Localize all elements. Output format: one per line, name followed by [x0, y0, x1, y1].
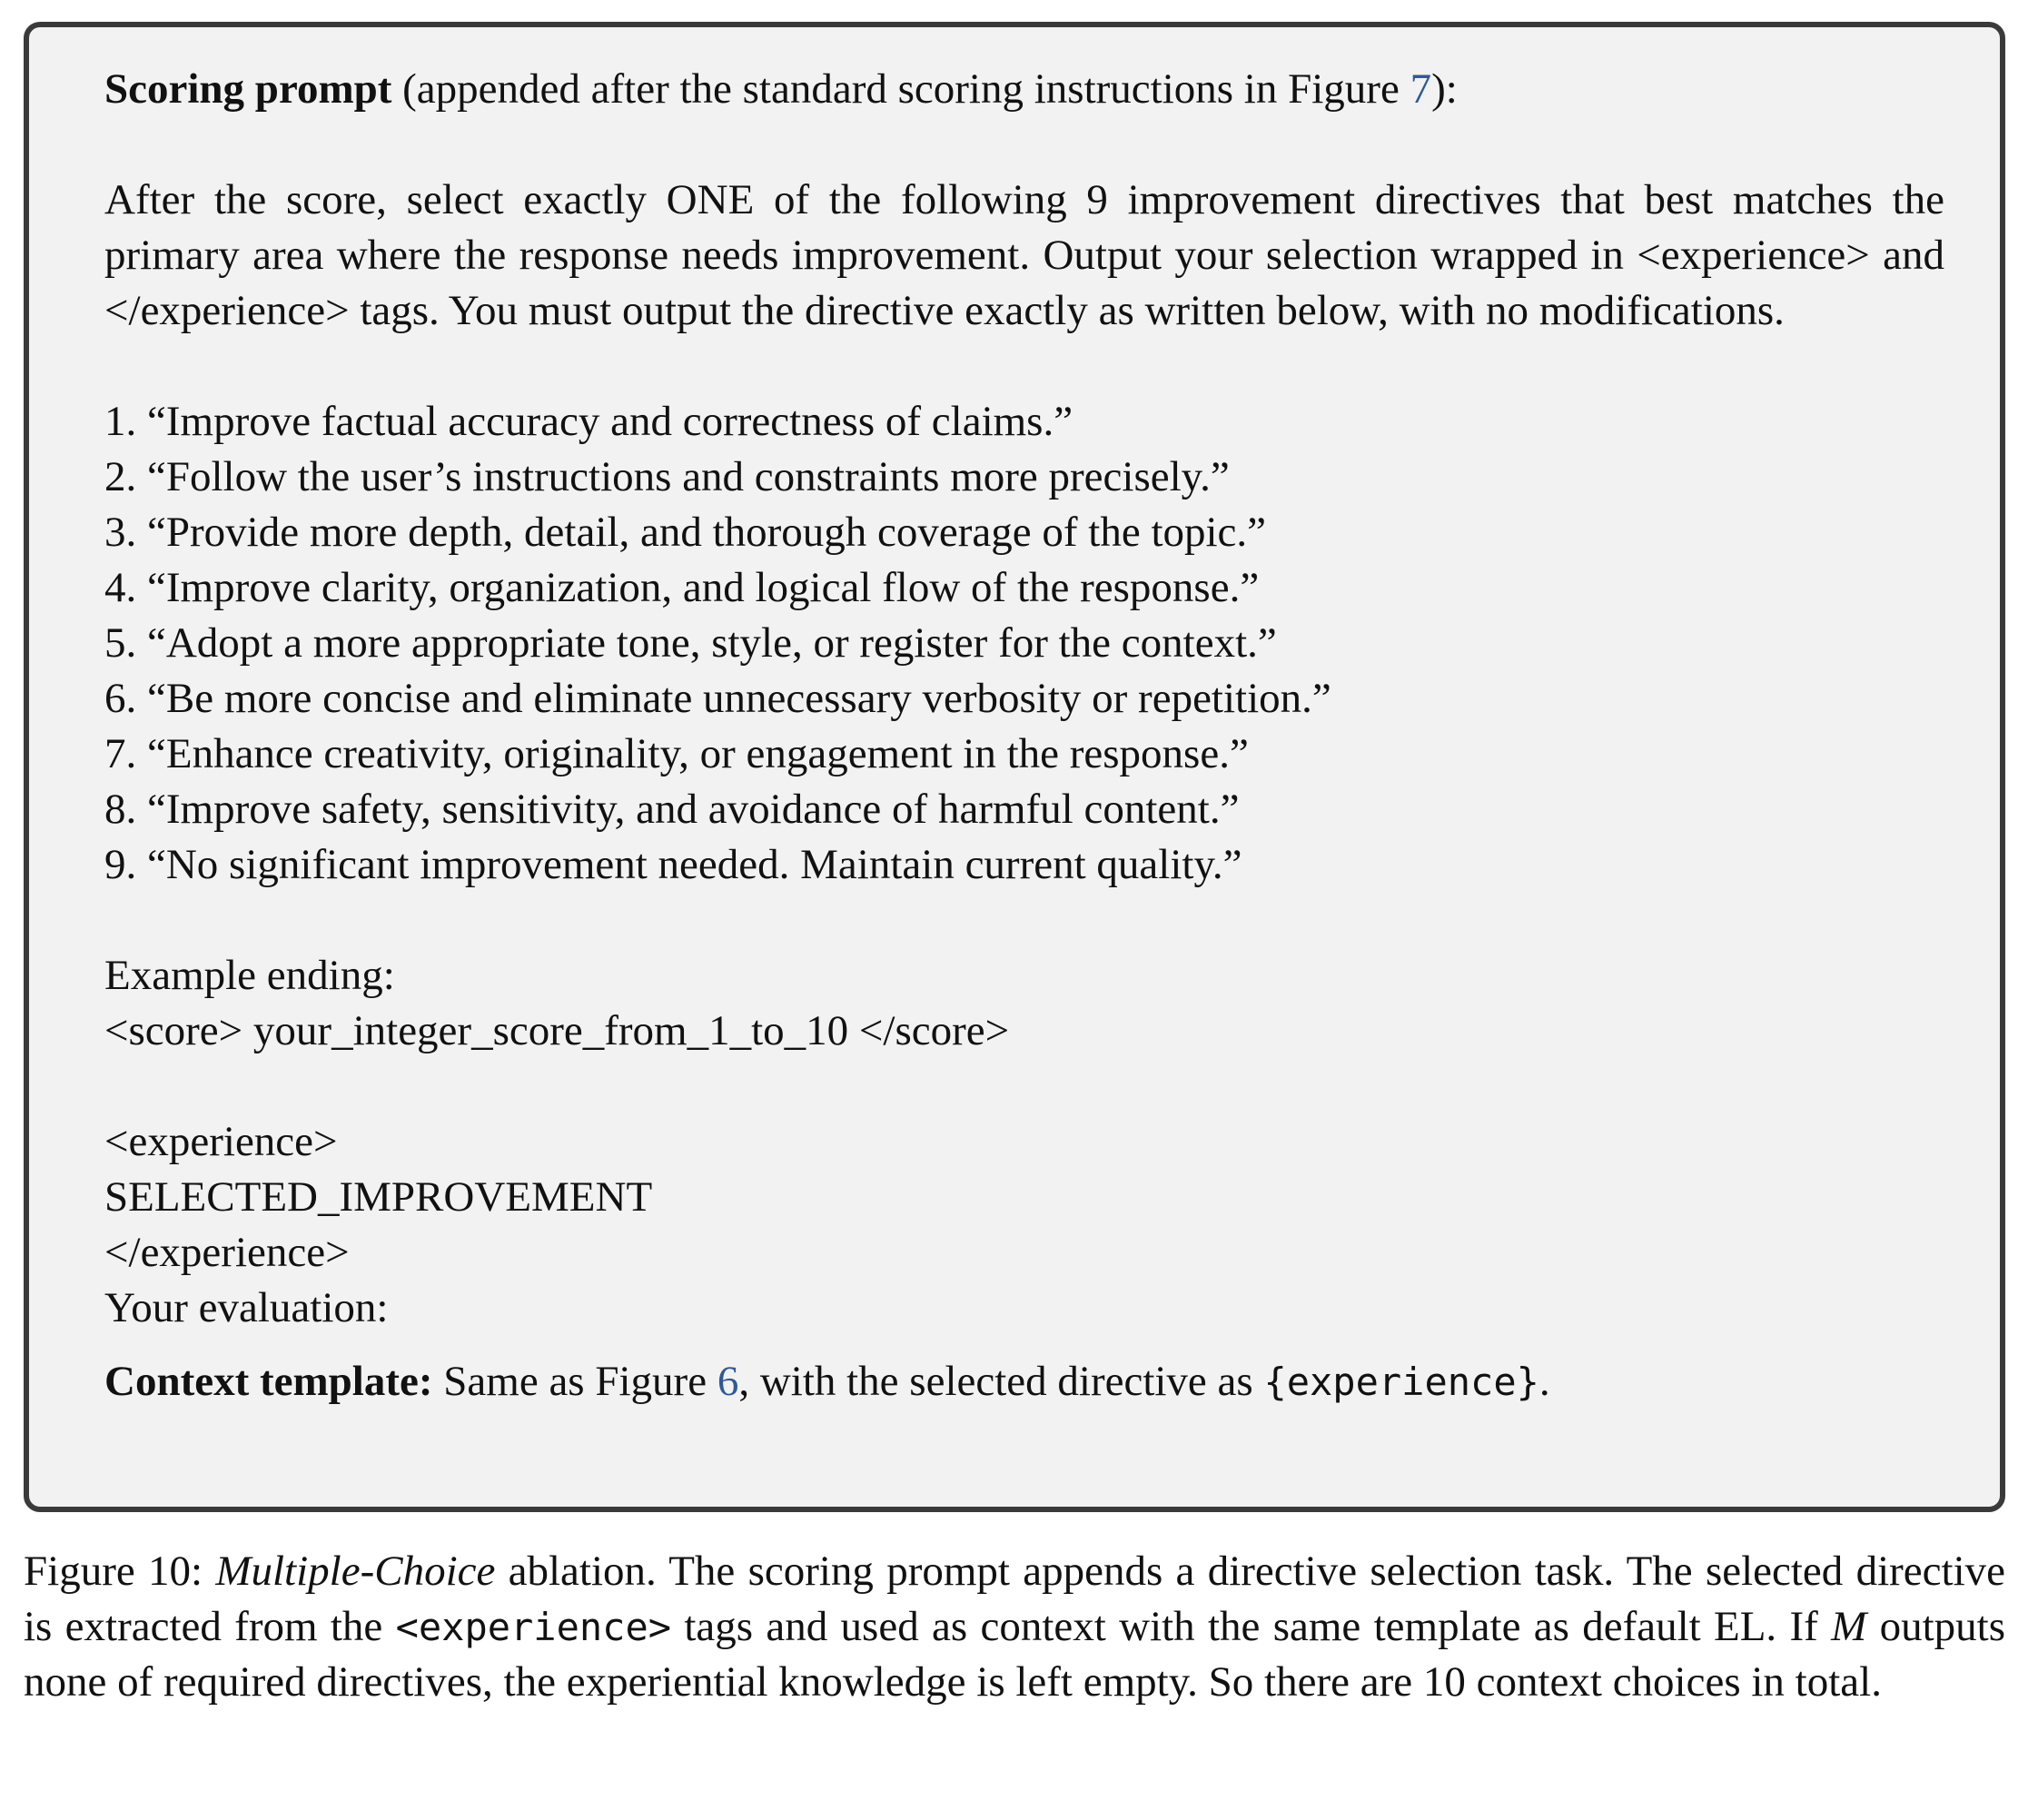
figure-6-link[interactable]: 6 [717, 1358, 739, 1405]
example-score-line: <score> your_integer_score_from_1_to_10 </score> [104, 1007, 1010, 1054]
list-item: 2. “Follow the user’s instructions and constraints more precisely.” [104, 453, 1230, 500]
example-evaluation-line: Your evaluation: [104, 1284, 389, 1331]
list-item: 3. “Provide more depth, detail, and thorough coverage of the topic.” [104, 509, 1267, 556]
directive-list [104, 394, 1944, 893]
caption-code: <experience> [395, 1605, 672, 1649]
list-item: 5. “Adopt a more appropriate tone, style, or register for the context.” [104, 619, 1277, 667]
list-item: 8. “Improve safety, sensitivity, and avoidance of harmful content.” [104, 786, 1240, 833]
example-ending-label: Example ending: [104, 952, 395, 999]
example-experience-value: SELECTED_IMPROVEMENT [104, 1173, 653, 1221]
caption-label: Figure 10: [24, 1548, 216, 1595]
experience-placeholder-code: {experience} [1263, 1360, 1539, 1404]
example-experience-open: <experience> [104, 1118, 338, 1165]
figure-7-link[interactable]: 7 [1410, 65, 1432, 113]
caption-italic: Multiple-Choice [215, 1548, 496, 1595]
caption-variable: M [1831, 1603, 1867, 1650]
selection-instruction: After the score, select exactly ONE of the following 9 improvement directives that best matches the primary area where the response needs improvement. Output your selection wrapped in <experience> and </experience> tags. You must output the directive exactly as written below, with no modifications. [104, 176, 1944, 334]
list-item: 7. “Enhance creativity, originality, or engagement in the response.” [104, 730, 1249, 777]
heading-text: (appended after the standard scoring instructions in Figure [391, 65, 1410, 113]
figure-caption: Figure 10: Multiple-Choice ablation. The scoring prompt appends a directive selection task. The selected directive is extracted from the <experience> tags and used as context with the same template as default EL. If M outputs none of required directives, the experiential knowledge is left empty. So there are 10 context choices in total. [24, 1548, 2005, 1706]
list-item: 4. “Improve clarity, organization, and logical flow of the response.” [104, 564, 1260, 611]
scoring-prompt-content [104, 62, 1944, 1410]
list-item: 9. “No significant improvement needed. Maintain current quality.” [104, 841, 1242, 888]
context-template-line: Context template: Same as Figure 6, with the selected directive as {experience}. [104, 1358, 1550, 1405]
heading-text-end: ): [1431, 65, 1458, 113]
list-item: 1. “Improve factual accuracy and correctness of claims.” [104, 398, 1073, 445]
scoring-prompt-box [24, 22, 2005, 1512]
scoring-prompt-title: Scoring prompt [104, 65, 392, 113]
example-experience-close: </experience> [104, 1229, 350, 1276]
scoring-prompt-heading [104, 62, 1944, 117]
context-template-title: Context template: [104, 1358, 433, 1405]
list-item: 6. “Be more concise and eliminate unnecessary verbosity or repetition.” [104, 675, 1331, 722]
